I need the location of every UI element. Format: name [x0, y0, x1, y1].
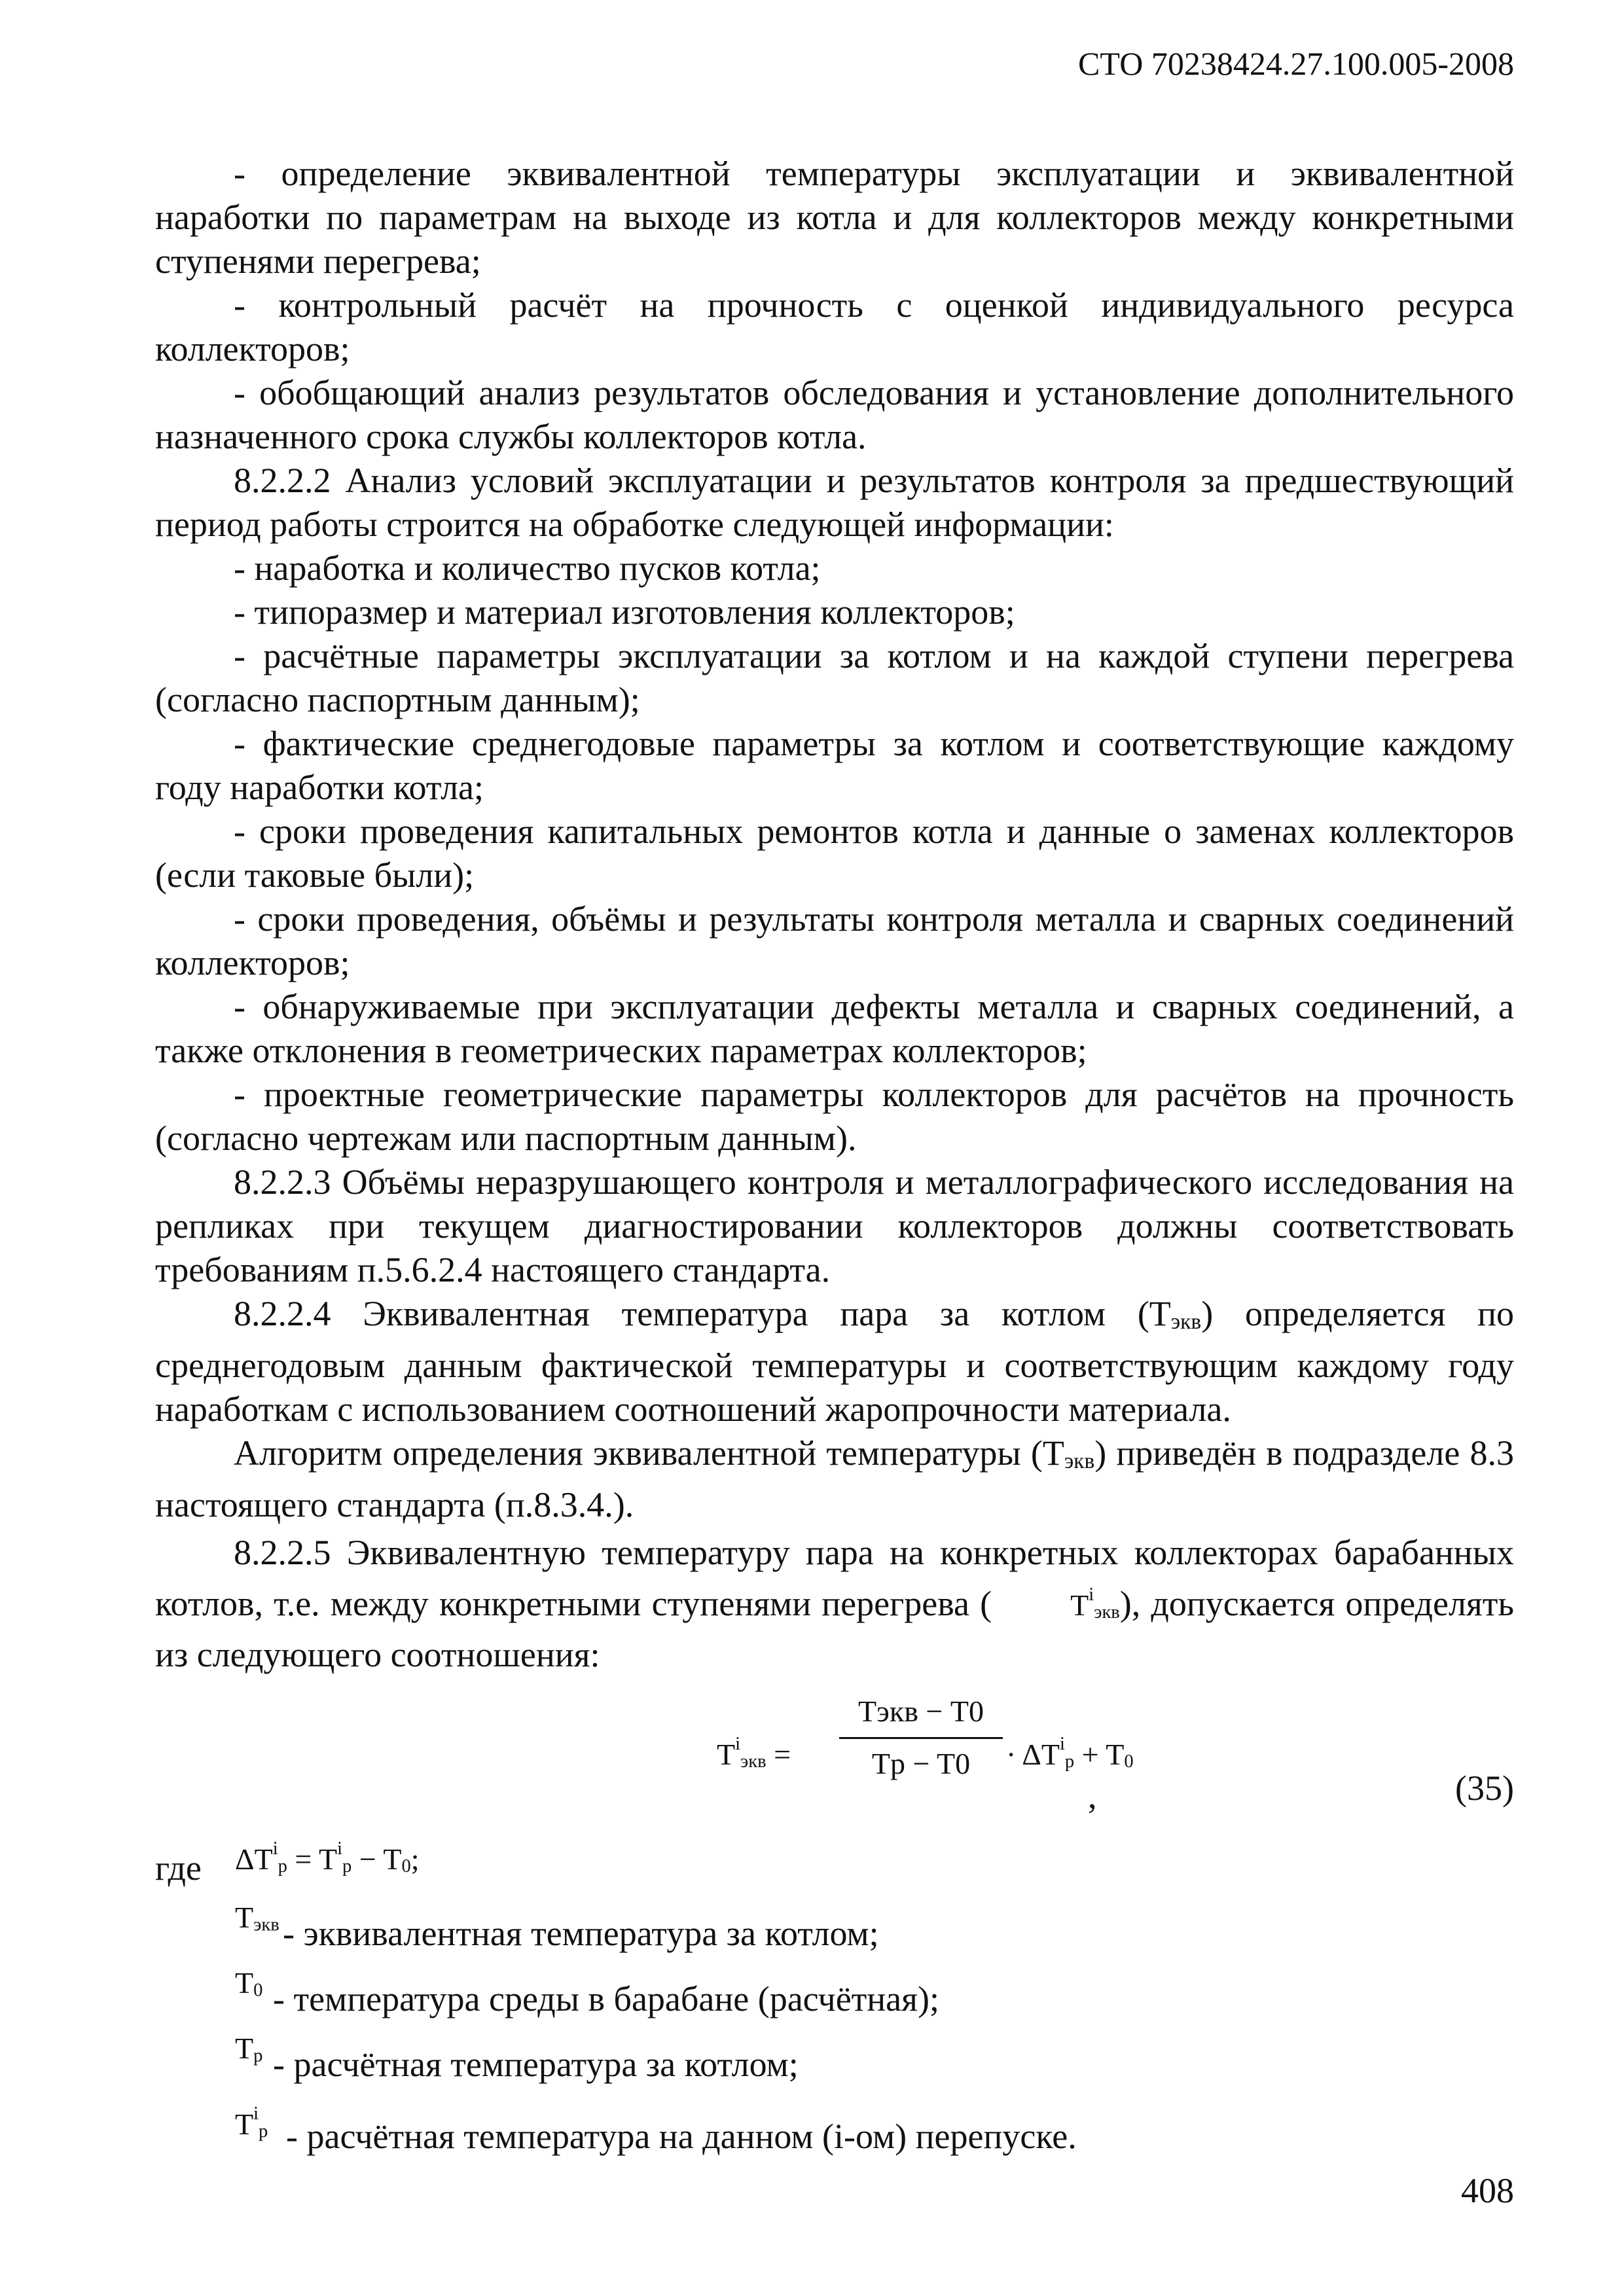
definition-symbol: Tэкв [235, 1901, 280, 1935]
paragraph: 8.2.2.3 Объёмы неразрушающего контроля и металлографического исследования на репликах при текущем диагностировании коллекторов должны соответствовать требованиям п.5.6.2.4 настоящего стандарта. [155, 1162, 1514, 1289]
formula-fraction [839, 1689, 1003, 1785]
paragraph: - сроки проведения, объёмы и результаты контроля металла и сварных соединений коллекторов; [155, 899, 1514, 982]
paragraph-8-2-2-5: 8.2.2.5 Эквивалентную температуру пара на конкретных коллекторах барабанных котлов, т.е. между конкретными ступенями перегрева ( $T^iэкв$), допускается определять из следующего соотношения: [155, 1533, 1514, 1675]
definition-symbol: $\Delta T^ip = T^ip - T0$; [235, 1839, 420, 1877]
definition-row [155, 1892, 1514, 1958]
paragraph: - сроки проведения капитальных ремонтов котла и данные о заменах коллекторов (если таковые были); [155, 812, 1514, 895]
paragraph: 8.2.2.2 Анализ условий эксплуатации и результатов контроля за предшествующий период работы строится на обработке следующей информации: [155, 461, 1514, 544]
definitions-list [155, 1827, 1514, 2161]
paragraph-8-2-2-4: 8.2.2.4 Эквивалентная температура пара за котлом (Тэкв) определяется по среднегодовым данным фактической температуры и соответствующим каждому году наработкам с использованием соотношений жаропрочности материала. [155, 1294, 1514, 1429]
definition-symbol: Tp [235, 2032, 263, 2066]
paragraph: - наработка и количество пусков котла; [234, 548, 821, 588]
definition-symbol: T0 [235, 1966, 263, 2001]
paragraph: - фактические среднегодовые параметры за котлом и соответствующие каждому году наработки котла; [155, 724, 1514, 807]
paragraph: - обобщающий анализ результатов обследования и установление дополнительного назначенного срока службы коллекторов котла. [155, 373, 1514, 456]
document-code: СТО 70238424.27.100.005-2008 [1078, 45, 1514, 82]
page-body [155, 152, 1514, 2161]
page-number: 408 [1461, 2171, 1514, 2210]
definition-row [155, 1827, 1514, 1892]
paragraph-algorithm: Алгоритм определения эквивалентной температуры (Тэкв) приведён в подразделе 8.3 настоящего стандарта (п.8.3.4.). [155, 1433, 1514, 1525]
fraction-denominator: Tp − T0 [871, 1747, 971, 1781]
definition-row [155, 1958, 1514, 2023]
paragraph: - типоразмер и материал изготовления коллекторов; [234, 592, 1015, 632]
formula-lhs: $T^iэкв$ = [717, 1734, 791, 1772]
paragraph: - расчётные параметры эксплуатации за котлом и на каждой ступени перегрева (согласно паспортным данным); [155, 636, 1514, 719]
paragraph: - определение эквивалентной температуры эксплуатации и эквивалентной наработки по параметрам на выходе из котла и для коллекторов между конкретными ступенями перегрева; [155, 154, 1514, 281]
paragraph: - контрольный расчёт на прочность с оценкой индивидуального ресурса коллекторов; [155, 285, 1514, 368]
t-ekv-i-symbol: $T^iэкв$ [1070, 1585, 1120, 1623]
formula-rhs: · $\Delta T^ip + T0$ [1006, 1734, 1134, 1772]
fraction-numerator: Tэкв − T0 [839, 1689, 1003, 1739]
formula-comma: , [1088, 1776, 1097, 1816]
definition-row [155, 2023, 1514, 2089]
definition-row [155, 2089, 1514, 2161]
definition-text: - расчётная температура за котлом; [273, 2045, 799, 2085]
definition-text: - температура среды в барабане (расчётная); [273, 1979, 939, 2019]
formula-number: (35) [1455, 1768, 1514, 1808]
definition-symbol: $T^ip$ [235, 2104, 268, 2142]
definition-text: - эквивалентная температура за котлом; [283, 1914, 879, 1954]
definition-text: - расчётная температура на данном (i-ом) перепуске. [286, 2117, 1077, 2157]
paragraph: - обнаруживаемые при эксплуатации дефекты металла и сварных соединений, а также отклонения в геометрических параметрах коллекторов; [155, 987, 1514, 1070]
where-label: где [155, 1848, 202, 1888]
formula-35 [155, 1689, 1514, 1827]
paragraph: - проектные геометрические параметры коллекторов для расчётов на прочность (согласно чертежам или паспортным данным). [155, 1075, 1514, 1158]
